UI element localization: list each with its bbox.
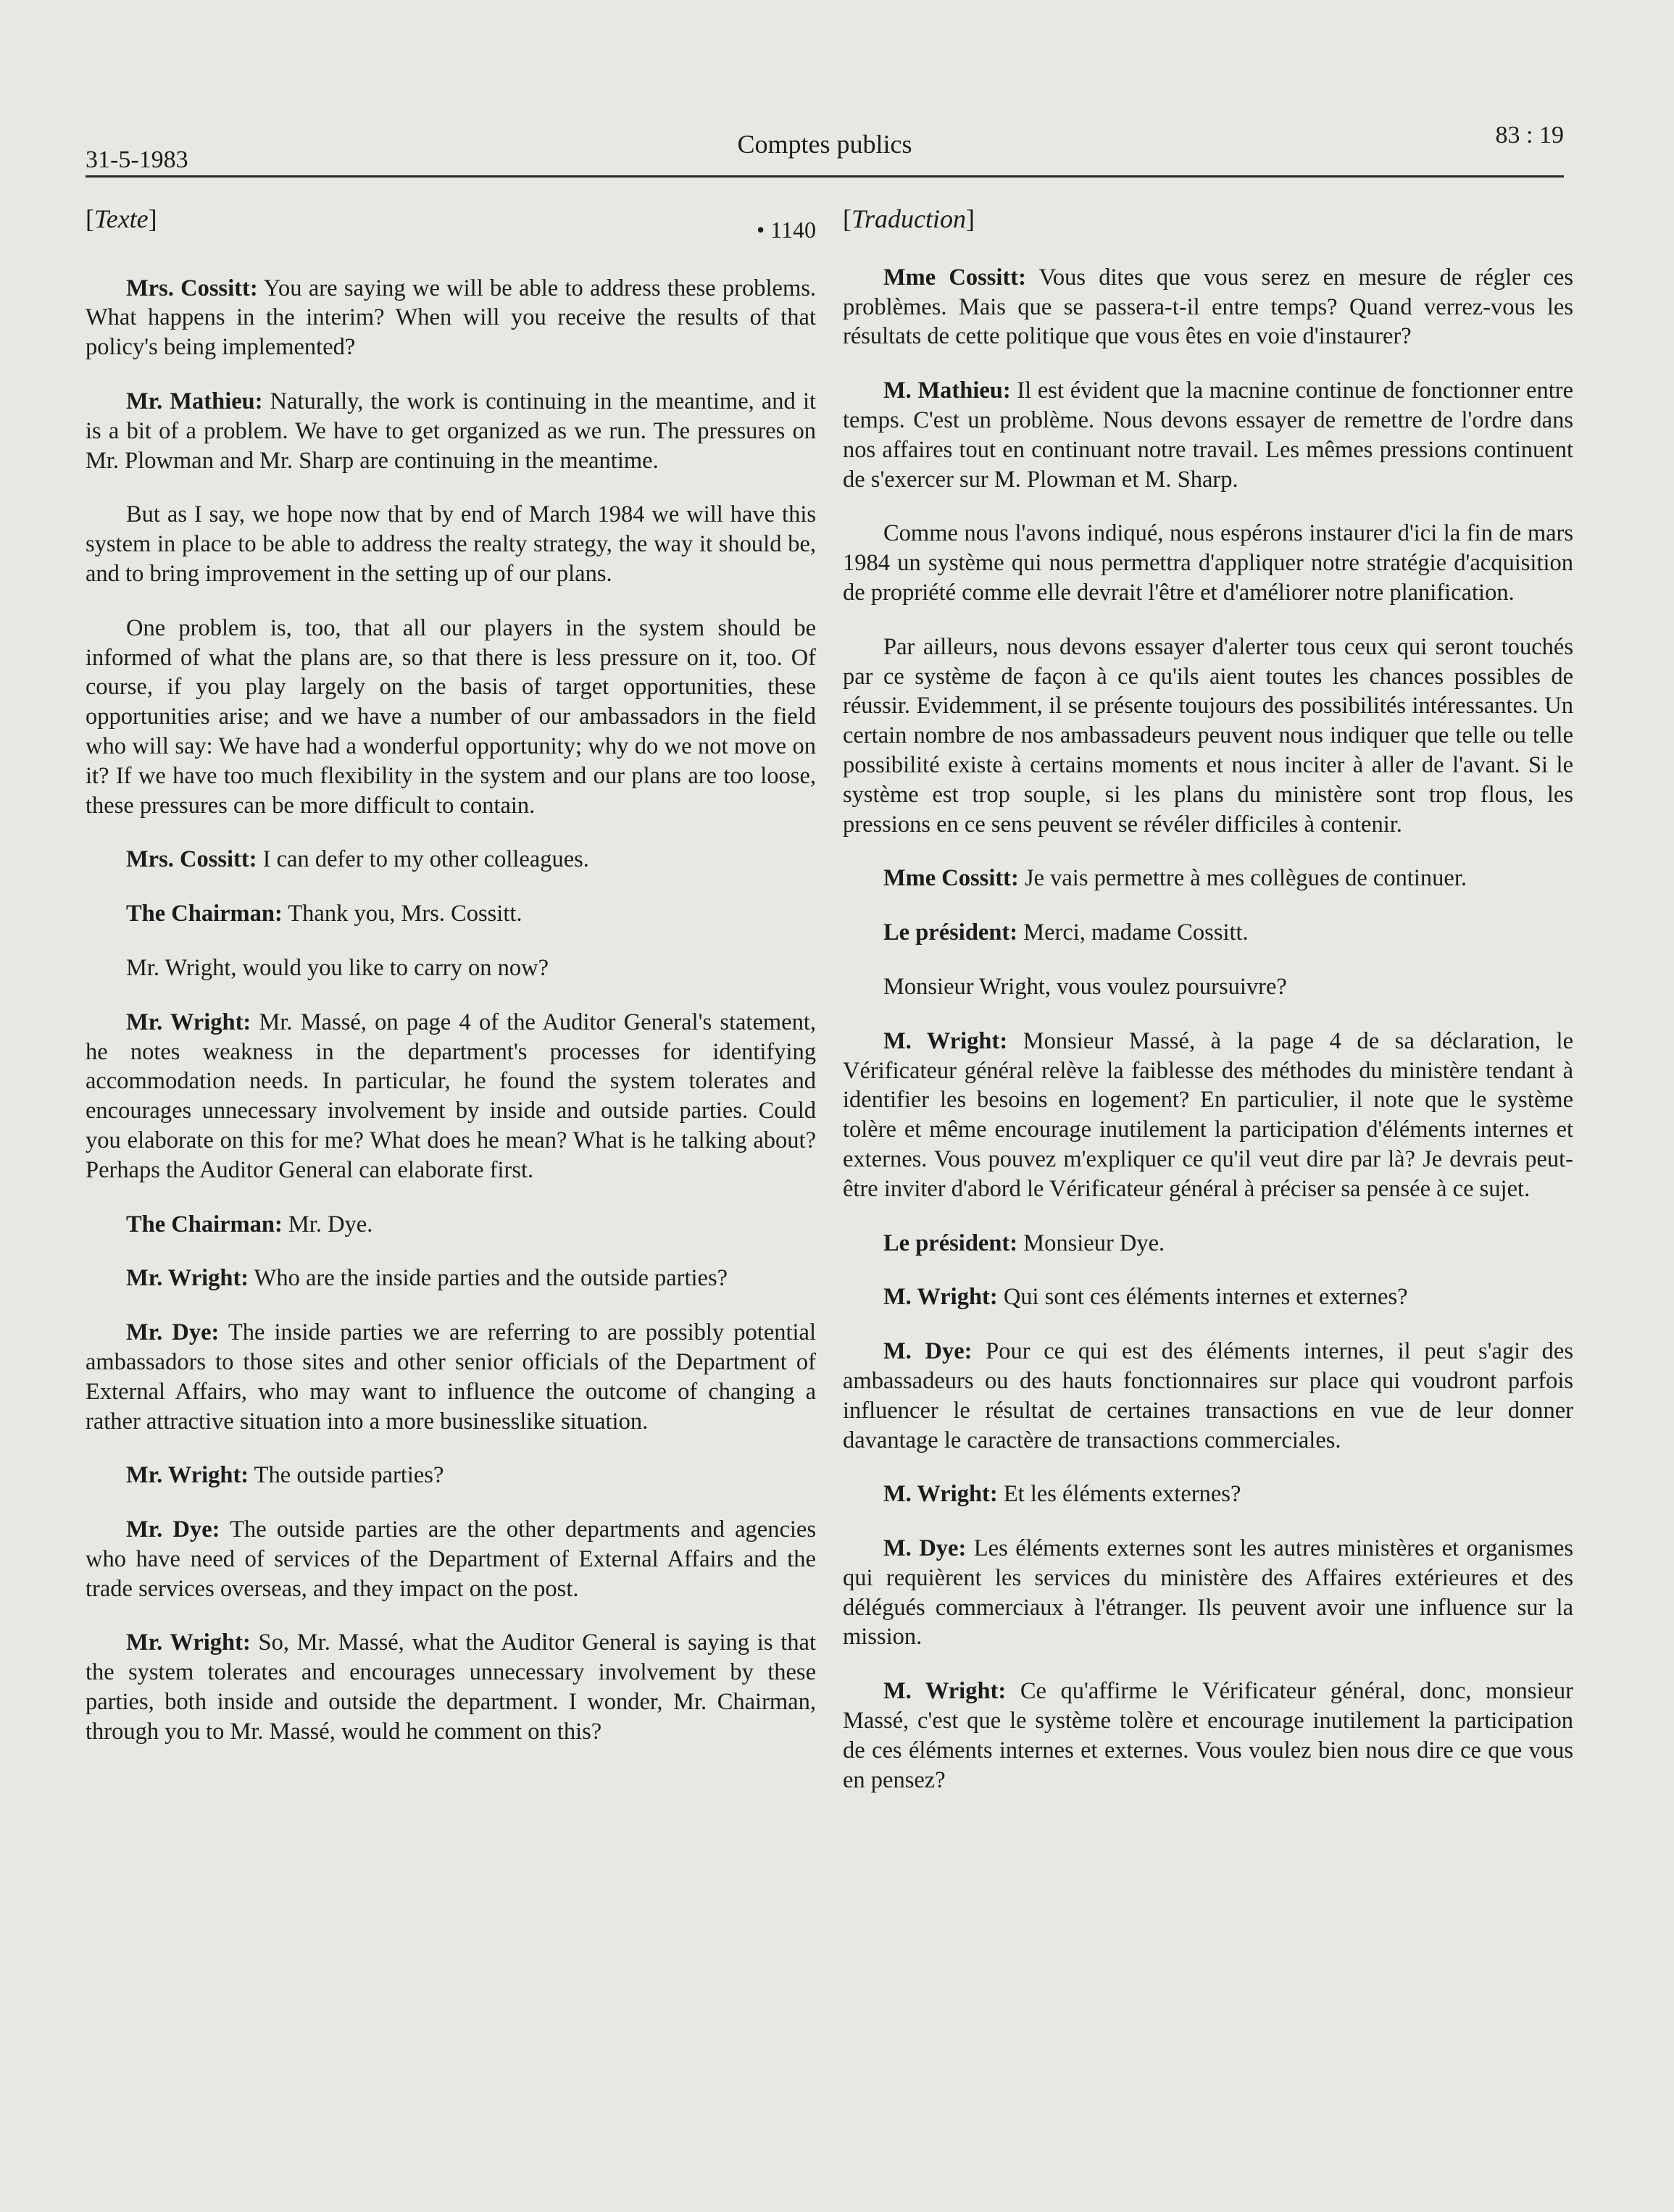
- column-label-texte: [Texte]: [86, 204, 157, 233]
- transcript-paragraph: [843, 1479, 1573, 1509]
- speaker-name: Mme Cossitt:: [883, 865, 1019, 892]
- speech-text: I can defer to my other colleagues.: [257, 846, 589, 873]
- column-label-traduction: [Traduction]: [843, 204, 975, 233]
- speaker-name: M. Dye:: [883, 1338, 973, 1365]
- transcript-paragraph: [843, 1027, 1573, 1204]
- speech-text: Monsieur Dye.: [1017, 1230, 1165, 1256]
- speaker-name: Le président:: [883, 1230, 1018, 1256]
- speaker-name: M. Dye:: [883, 1535, 967, 1562]
- page-number: 83 : 19: [1495, 122, 1564, 149]
- speaker-name: Mrs. Cossitt:: [126, 846, 257, 873]
- transcript-paragraph: [843, 1534, 1573, 1652]
- speech-text: Les éléments externes sont les autres ministères et organismes qui requièrent les services du ministère des Affaires extérieures et des délégués commerciaux à l'étranger. Ils peuvent avoir une influence sur la mission.: [843, 1535, 1573, 1650]
- speaker-name: The Chairman:: [126, 901, 283, 927]
- speech-text: Naturally, the work is continuing in the meantime, and it is a bit of a problem. We have to get organized as we run. The pressures on Mr. Plowman and Mr. Sharp are continuing in the meantime.: [86, 388, 816, 474]
- transcript-paragraph: [843, 1677, 1573, 1795]
- speech-text: Who are the inside parties and the outside parties?: [249, 1265, 728, 1292]
- speech-text: The outside parties are the other departments and agencies who have need of services of the Department of External Affairs and the trade services overseas, and they impact on the post.: [86, 1516, 816, 1602]
- transcript-paragraph: [843, 1229, 1573, 1259]
- speaker-name: Mme Cossitt:: [883, 264, 1026, 291]
- transcript-paragraph: [86, 1008, 816, 1185]
- speech-text: One problem is, too, that all our players in the system should be informed of what the plans are, so that there is less pressure on it, too. Of course, if you play largely on the basis of target opportunities, these opportunities arise; and we have a number of our ambassadors in the field who will say: We have had a wonderful opportunity; why do we not move on it? If we have too much flexibility in the system and our plans are too loose, these pressures can be more difficult to contain.: [86, 614, 816, 819]
- transcript-paragraph: [86, 953, 816, 983]
- transcript-paragraph: [86, 1461, 816, 1490]
- speaker-name: Mr. Wright:: [126, 1009, 251, 1035]
- speaker-name: Mr. Wright:: [126, 1629, 251, 1656]
- transcript-paragraph: [86, 614, 816, 821]
- english-column: [86, 204, 816, 1771]
- speech-text: Mr. Dye.: [282, 1211, 373, 1238]
- speech-text: The inside parties we are referring to are possibly potential ambassadors to those sites and other senior officials of the Department of External Affairs, who may want to influence the outcome of changing a rather attractive situation into a more businesslike situation.: [86, 1319, 817, 1435]
- french-column: [843, 204, 1573, 1819]
- speech-text: Thank you, Mrs. Cossitt.: [282, 901, 522, 927]
- speech-text: Monsieur Wright, vous voulez poursuivre?: [883, 973, 1287, 1000]
- speech-text: You are saying we will be able to address these problems. What happens in the interim? When will you receive the results of that policy's being implemented?: [86, 275, 816, 361]
- speaker-name: Mr. Wright:: [126, 1462, 249, 1489]
- transcript-paragraph: [843, 519, 1573, 607]
- speech-text: Mr. Wright, would you like to carry on now?: [126, 954, 549, 981]
- transcript-paragraph: [86, 1318, 816, 1436]
- transcript-paragraph: [843, 263, 1573, 351]
- transcript-paragraph: [843, 864, 1573, 893]
- speaker-name: Mrs. Cossitt:: [126, 275, 258, 301]
- transcript-paragraph: [843, 1282, 1573, 1312]
- speech-text: Ce qu'affirme le Vérificateur général, donc, monsieur Massé, c'est que le système tolère et encourage inutilement la participation de ces éléments internes et externes. Vous voulez bien nous dire ce que vous en pensez?: [843, 1678, 1573, 1793]
- transcript-paragraph: [86, 899, 816, 929]
- speaker-name: Mr. Mathieu:: [126, 388, 263, 414]
- timestamp: • 1140: [756, 216, 816, 243]
- transcript-paragraph: [843, 972, 1573, 1002]
- page-date: 31-5-1983: [86, 146, 188, 173]
- speaker-name: M. Wright:: [883, 1027, 1008, 1054]
- french-transcript: [843, 263, 1573, 1795]
- transcript-paragraph: [86, 387, 816, 475]
- speaker-name: Mr. Wright:: [126, 1265, 249, 1292]
- speaker-name: M. Wright:: [883, 1284, 998, 1311]
- speaker-name: Mr. Dye:: [126, 1319, 220, 1346]
- speaker-name: Mr. Dye:: [126, 1516, 220, 1543]
- transcript-paragraph: [86, 1210, 816, 1240]
- transcript-paragraph: [843, 918, 1573, 948]
- speech-text: Vous dites que vous serez en mesure de régler ces problèmes. Mais que se passera-t-il entre temps? Quand verrez-vous les résultats de cette politique que vous êtes en voie d'instaurer?: [843, 264, 1574, 350]
- transcript-paragraph: [86, 500, 816, 588]
- transcript-paragraph: [843, 1337, 1573, 1455]
- speech-text: The outside parties?: [249, 1462, 444, 1489]
- page-title: Comptes publics: [737, 130, 912, 159]
- speech-text: Merci, madame Cossitt.: [1017, 919, 1249, 946]
- transcript-paragraph: [86, 274, 816, 362]
- transcript-paragraph: [843, 633, 1573, 840]
- speaker-name: M. Mathieu:: [883, 377, 1011, 404]
- transcript-paragraph: [86, 1515, 816, 1603]
- speech-text: Je vais permettre à mes collègues de continuer.: [1018, 865, 1467, 892]
- speech-text: Pour ce qui est des éléments internes, il peut s'agir des ambassadeurs ou des hauts fonctionnaires sur place qui voudront parfois influencer le résultat de certaines transactions en vue de leur donner davantage le caractère de transactions commerciales.: [843, 1338, 1573, 1453]
- speech-text: Comme nous l'avons indiqué, nous espérons instaurer d'ici la fin de mars 1984 un système qui nous permettra d'appliquer notre stratégie d'acquisition de propriété comme elle devrait l'être et d'améliorer notre planification.: [843, 520, 1573, 606]
- speech-text: Mr. Massé, on page 4 of the Auditor General's statement, he notes weakness in the department's processes for identifying accommodation needs. In particular, he found the system tolerates and encourages unnecessary involvement by inside and outside parties. Could you elaborate on this for me? What does he mean? What is he talking about? Perhaps the Auditor General can elaborate first.: [86, 1009, 816, 1183]
- speech-text: Par ailleurs, nous devons essayer d'alerter tous ceux qui seront touchés par ce système de façon à ce qu'ils aient toutes les chances possibles de réussir. Evidemment, il se présente toujours des possibilités intéressantes. Un certain nombre de nos ambassadeurs peuvent nous indiquer que telle ou telle possibilité existe à certains moments et nous inciter à aller de l'avant. Si le système est trop souple, si les plans du ministère sont trop flous, les pressions en ce sens peuvent se révéler difficiles à contenir.: [843, 633, 1573, 838]
- transcript-paragraph: [86, 1264, 816, 1293]
- transcript-paragraph: [86, 845, 816, 875]
- english-transcript: [86, 274, 816, 1747]
- speaker-name: M. Wright:: [883, 1481, 998, 1508]
- speech-text: Monsieur Massé, à la page 4 de sa déclaration, le Vérificateur général relève la faiblesse des méthodes du ministère tendant à identifier les besoins en logement? En particulier, il note que le système tolère et même encourage inutilement la participation d'éléments internes et externes. Vous pouvez m'expliquer ce qu'il veut dire par là? Je devrais peut-être inviter d'abord le Vérificateur général à préciser sa pensée à ce sujet.: [843, 1027, 1573, 1202]
- transcript-paragraph: [86, 1628, 816, 1746]
- transcript-paragraph: [843, 376, 1573, 494]
- speaker-name: Le président:: [883, 919, 1018, 946]
- speech-text: Il est évident que la macnine continue de fonctionner entre temps. C'est un problème. Nous devons essayer de remettre de l'ordre dans nos affaires tout en continuant notre travail. Les mêmes pressions continuent de s'exercer sur M. Plowman et M. Sharp.: [843, 377, 1573, 493]
- speech-text: So, Mr. Massé, what the Auditor General is saying is that the system tolerates and encourages unnecessary involvement by these parties, both inside and outside the department. I wonder, Mr. Chairman, through you to Mr. Massé, would he comment on this?: [86, 1629, 816, 1745]
- page-header: [86, 109, 1564, 178]
- speech-text: Qui sont ces éléments internes et externes?: [997, 1284, 1408, 1311]
- speaker-name: M. Wright:: [883, 1678, 1007, 1705]
- speech-text: But as I say, we hope now that by end of March 1984 we will have this system in place to be able to address the realty strategy, the way it should be, and to bring improvement in the setting up of our plans.: [86, 501, 816, 587]
- speaker-name: The Chairman:: [126, 1211, 283, 1238]
- speech-text: Et les éléments externes?: [997, 1481, 1241, 1508]
